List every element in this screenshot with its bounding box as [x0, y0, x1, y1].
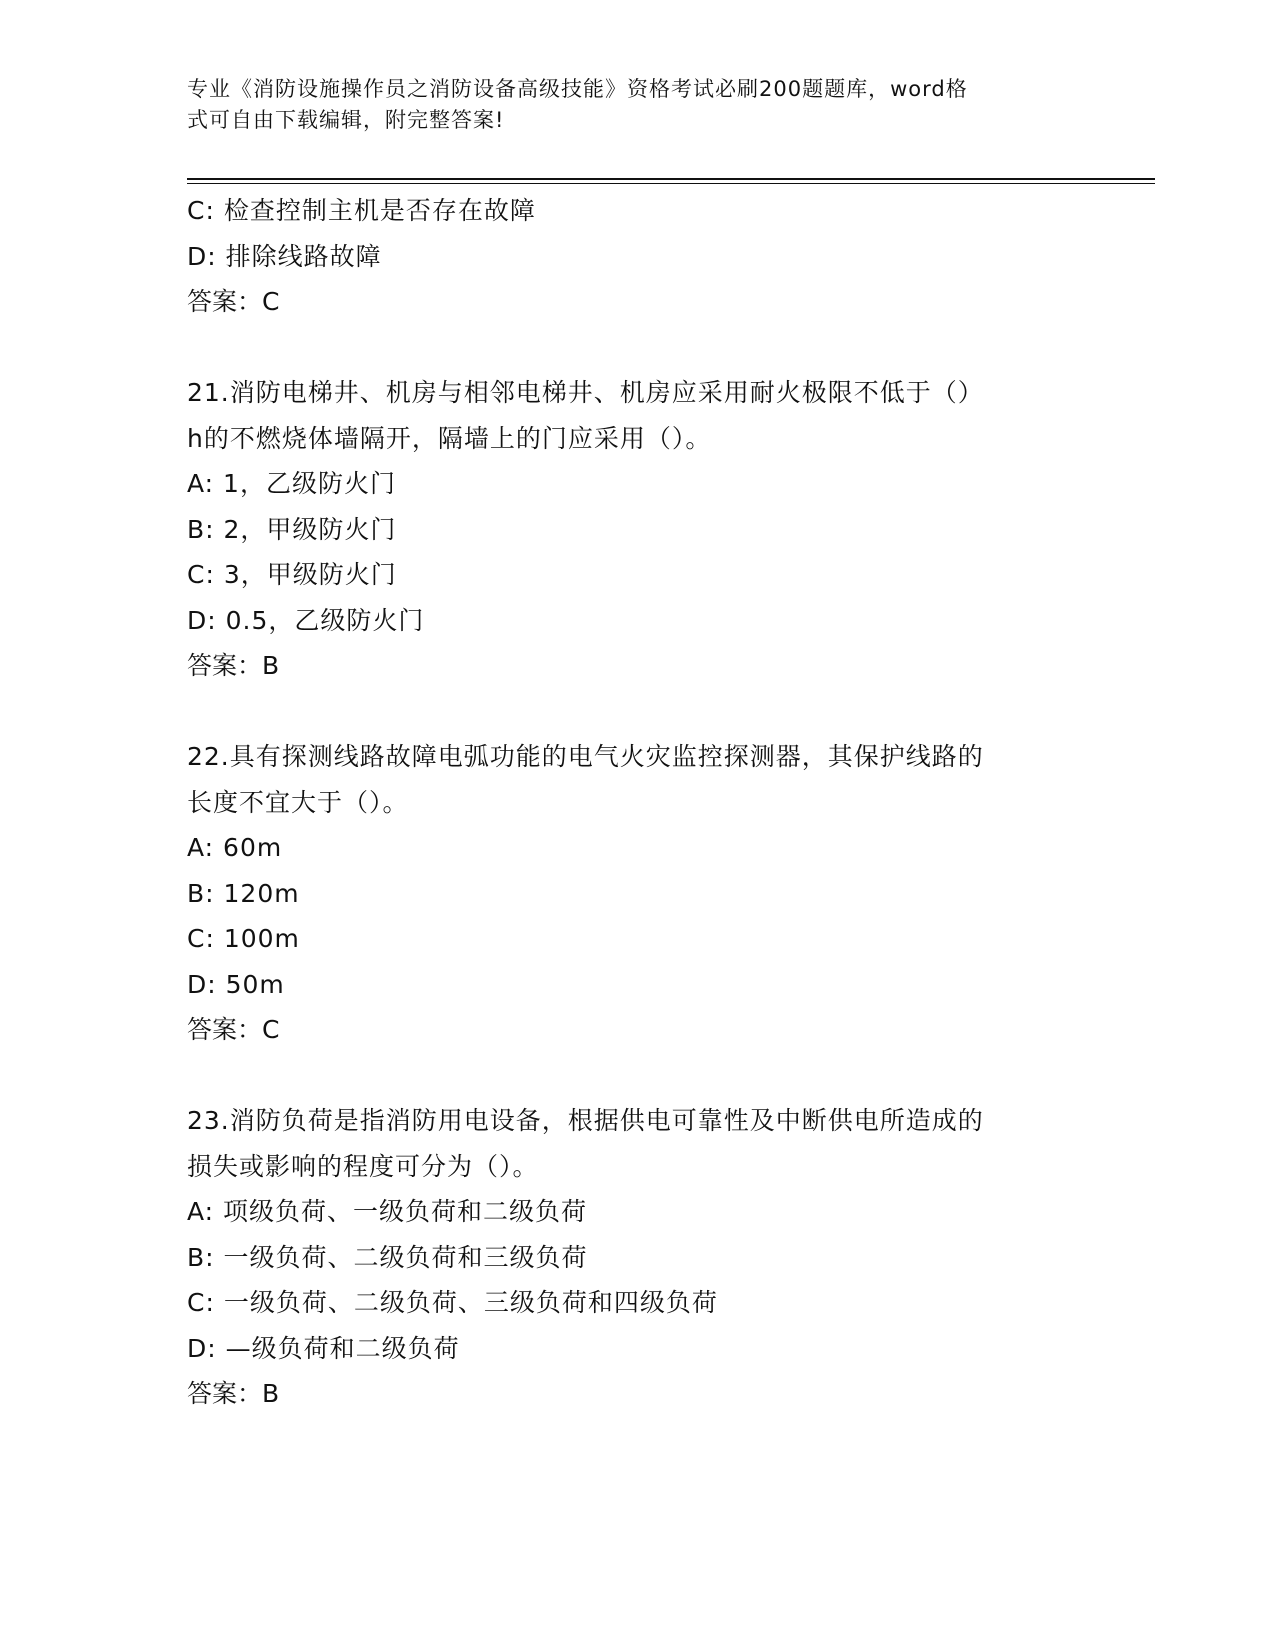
- question-23: [187, 1098, 1087, 1417]
- prev-option-c: C: 检查控制主机是否存在故障: [187, 196, 536, 225]
- option-a: A: 项级负荷、一级负荷和二级负荷: [187, 1197, 588, 1226]
- spacer: [187, 689, 1087, 735]
- answer: 答案：B: [187, 651, 280, 680]
- answer: 答案：B: [187, 1379, 280, 1408]
- question-22: [187, 734, 1087, 1053]
- question-stem-line: 21.消防电梯井、机房与相邻电梯井、机房应采用耐火极限不低于（）: [187, 378, 984, 407]
- header-rule-thin: [187, 183, 1155, 184]
- option-b: B: 一级负荷、二级负荷和三级负荷: [187, 1242, 588, 1272]
- option-d: D: —级负荷和二级负荷: [187, 1333, 460, 1363]
- option-d: D: 0.5，乙级防火门: [187, 605, 425, 635]
- question-21: [187, 370, 1087, 689]
- option-c: C: 100m: [187, 924, 300, 953]
- question-stem-line: 长度不宜大于（）。: [187, 787, 409, 817]
- option-c: C: 3，甲级防火门: [187, 560, 397, 589]
- page-header: [187, 74, 1067, 136]
- spacer: [187, 1053, 1087, 1099]
- option-c: C: 一级负荷、二级负荷、三级负荷和四级负荷: [187, 1288, 718, 1317]
- prev-option-d: D: 排除线路故障: [187, 241, 382, 271]
- option-a: A: 60m: [187, 833, 283, 862]
- answer: 答案：C: [187, 1015, 280, 1044]
- option-b: B: 2，甲级防火门: [187, 514, 397, 544]
- spacer: [187, 325, 1087, 371]
- header-line-1: 专业《消防设施操作员之消防设备高级技能》资格考试必刷200题题库，word格: [187, 77, 968, 101]
- question-stem-line: 22.具有探测线路故障电弧功能的电气火灾监控探测器，其保护线路的: [187, 742, 984, 771]
- question-content: [187, 188, 1087, 1417]
- header-rule-thick: [187, 178, 1155, 180]
- question-stem-line: 损失或影响的程度可分为（）。: [187, 1151, 539, 1181]
- question-stem-line: h的不燃烧体墙隔开，隔墙上的门应采用（）。: [187, 423, 712, 453]
- option-d: D: 50m: [187, 969, 285, 999]
- option-a: A: 1，乙级防火门: [187, 469, 396, 498]
- prev-answer: 答案：C: [187, 287, 280, 316]
- question-stem-line: 23.消防负荷是指消防用电设备，根据供电可靠性及中断供电所造成的: [187, 1106, 984, 1135]
- option-b: B: 120m: [187, 878, 300, 908]
- header-line-2: 式可自由下载编辑，附完整答案!: [187, 108, 505, 132]
